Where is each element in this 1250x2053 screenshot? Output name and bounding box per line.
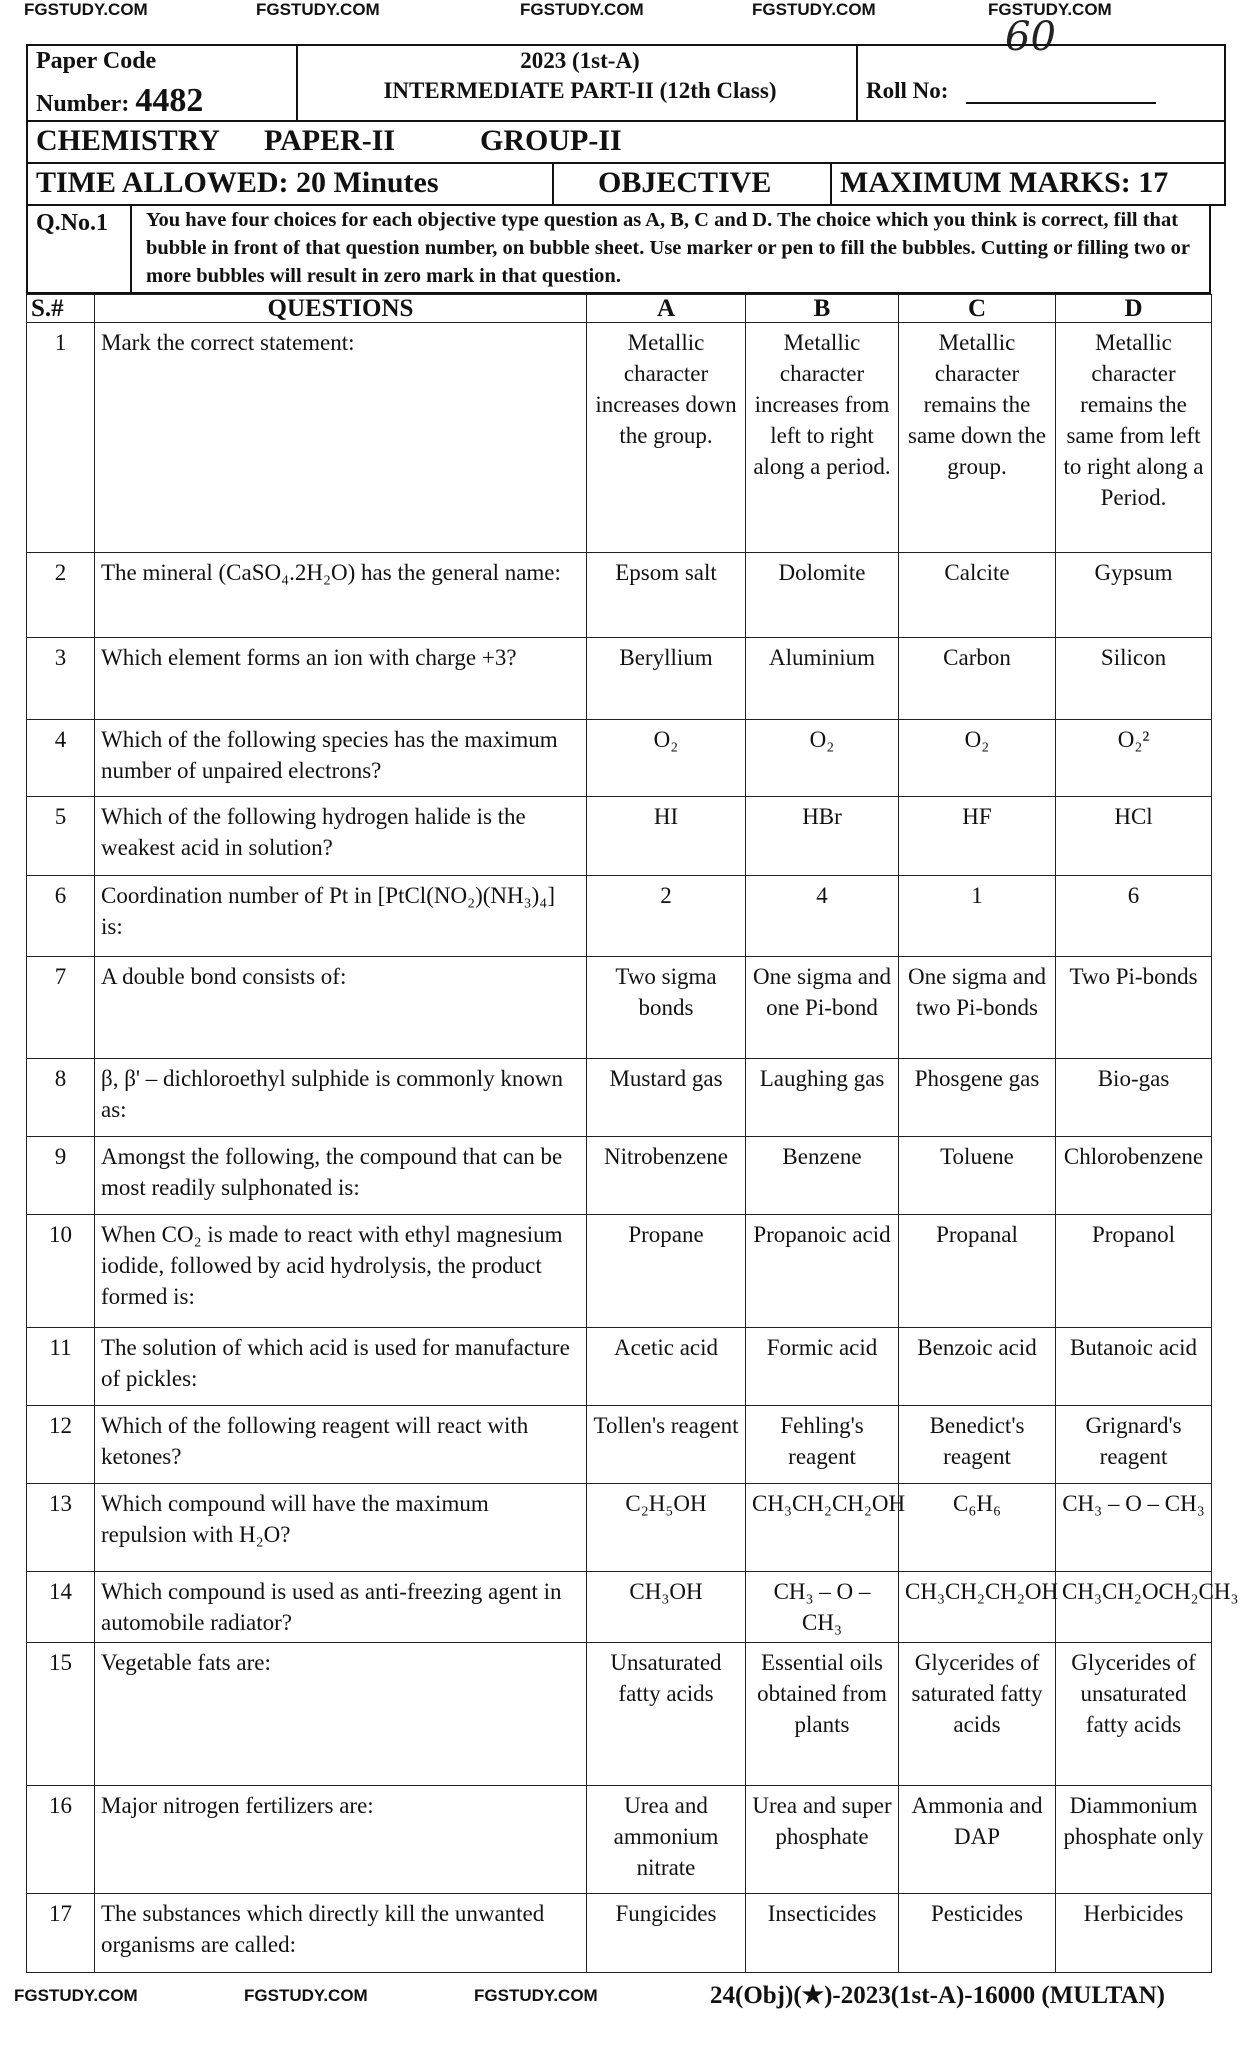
column-header: S.# <box>27 295 95 323</box>
option-b: Fehling's reagent <box>746 1406 899 1484</box>
handwritten-mark: 60 <box>1005 14 1056 60</box>
table-row <box>27 1484 1212 1572</box>
table-row <box>27 1215 1212 1328</box>
question-number-cell: 2 <box>27 553 95 638</box>
option-c: Glycerides of saturated fatty acids <box>899 1643 1056 1786</box>
option-a: Metallic character increases down the group. <box>587 323 746 553</box>
question-number-cell: 13 <box>27 1484 95 1572</box>
option-d: Gypsum <box>1056 553 1212 638</box>
option-b: HBr <box>746 797 899 876</box>
question-text: Which of the following hydrogen halide is the weakest acid in solution? <box>95 797 587 876</box>
paper-code-label: Paper Code <box>36 48 157 74</box>
table-row <box>27 957 1212 1059</box>
option-b: O₂ <box>746 720 899 797</box>
table-row <box>27 1894 1212 1973</box>
option-a: 2 <box>587 876 746 957</box>
table-row <box>27 1059 1212 1137</box>
option-b: Benzene <box>746 1137 899 1215</box>
option-d: Grignard's reagent <box>1056 1406 1212 1484</box>
option-a: Urea and ammonium nitrate <box>587 1786 746 1894</box>
option-c: C₆H₆ <box>899 1484 1056 1572</box>
option-c: Propanal <box>899 1215 1056 1328</box>
question-text: The solution of which acid is used for manufacture of pickles: <box>95 1328 587 1406</box>
option-a: Beryllium <box>587 638 746 720</box>
questions-table <box>26 294 1239 1973</box>
instructions: You have four choices for each objective type question as A, B, C and D. The choice which you think is correct, fill that bubble in front of that question number, on bubble sheet. Use marker or pen to fill the bubbles. Cutting or filling two or more bubbles will result in zero mark in that question. <box>146 209 1190 287</box>
option-b: Metallic character increases from left to right along a period. <box>746 323 899 553</box>
option-a: Epsom salt <box>587 553 746 638</box>
option-d: 6 <box>1056 876 1212 957</box>
option-c: Toluene <box>899 1137 1056 1215</box>
table-row <box>27 1328 1212 1406</box>
question-number-cell: 6 <box>27 876 95 957</box>
option-a: Acetic acid <box>587 1328 746 1406</box>
column-header: A <box>587 295 746 323</box>
option-a: Propane <box>587 1215 746 1328</box>
option-a: Nitrobenzene <box>587 1137 746 1215</box>
exam-year: 2023 (1st-A) <box>520 48 640 73</box>
option-c: One sigma and two Pi-bonds <box>899 957 1056 1059</box>
watermark: FGSTUDY.COM <box>474 1986 598 2005</box>
watermark: FGSTUDY.COM <box>988 0 1112 19</box>
table-row <box>27 797 1212 876</box>
option-c: Ammonia and DAP <box>899 1786 1056 1894</box>
option-a: CH₃OH <box>587 1572 746 1643</box>
table-row <box>27 1137 1212 1215</box>
table-row <box>27 553 1212 638</box>
maximum-marks: MAXIMUM MARKS: 17 <box>840 166 1169 199</box>
footer-code: 24(Obj)(★)-2023(1st-A)-16000 (MULTAN) <box>710 1982 1165 2009</box>
column-header: B <box>746 295 899 323</box>
question-text: β, β' – dichloroethyl sulphide is commonly known as: <box>95 1059 587 1137</box>
question-text: A double bond consists of: <box>95 957 587 1059</box>
option-a: HI <box>587 797 746 876</box>
option-b: Formic acid <box>746 1328 899 1406</box>
option-a: O₂ <box>587 720 746 797</box>
option-d: Two Pi-bonds <box>1056 957 1212 1059</box>
option-d: Metallic character remains the same from left to right along a Period. <box>1056 323 1212 553</box>
table-header-row <box>27 295 1212 323</box>
option-d: Bio-gas <box>1056 1059 1212 1137</box>
question-number-cell: 9 <box>27 1137 95 1215</box>
option-b: Dolomite <box>746 553 899 638</box>
question-text: Amongst the following, the compound that can be most readily sulphonated is: <box>95 1137 587 1215</box>
exam-class: INTERMEDIATE PART-II (12th Class) <box>383 78 777 103</box>
option-d: Diammonium phosphate only <box>1056 1786 1212 1894</box>
option-c: HF <box>899 797 1056 876</box>
paper: PAPER-II <box>264 124 396 157</box>
watermark: FGSTUDY.COM <box>244 1986 368 2005</box>
option-c: Benedict's reagent <box>899 1406 1056 1484</box>
watermark: FGSTUDY.COM <box>752 0 876 19</box>
question-text: The mineral (CaSO₄.2H₂O) has the general name: <box>95 553 587 638</box>
option-a: Two sigma bonds <box>587 957 746 1059</box>
question-text: Vegetable fats are: <box>95 1643 587 1786</box>
option-b: 4 <box>746 876 899 957</box>
question-text: When CO₂ is made to react with ethyl magnesium iodide, followed by acid hydrolysis, the product formed is: <box>95 1215 587 1328</box>
question-text: Which element forms an ion with charge +3? <box>95 638 587 720</box>
objective-label: OBJECTIVE <box>598 166 772 199</box>
table-row <box>27 876 1212 957</box>
table-row <box>27 638 1212 720</box>
question-number-cell: 10 <box>27 1215 95 1328</box>
option-b: Urea and super phosphate <box>746 1786 899 1894</box>
option-c: Phosgene gas <box>899 1059 1056 1137</box>
option-a: C₂H₅OH <box>587 1484 746 1572</box>
option-c: Metallic character remains the same down the group. <box>899 323 1056 553</box>
question-number-cell: 14 <box>27 1572 95 1643</box>
question-text: Coordination number of Pt in [PtCl(NO₂)(NH₃)₄] is: <box>95 876 587 957</box>
question-number-cell: 12 <box>27 1406 95 1484</box>
option-d: Propanol <box>1056 1215 1212 1328</box>
option-a: Mustard gas <box>587 1059 746 1137</box>
question-number-cell: 5 <box>27 797 95 876</box>
question-text: Which of the following species has the maximum number of unpaired electrons? <box>95 720 587 797</box>
number-label-text: Number: <box>36 91 130 117</box>
option-d: CH₃ – O – CH₃ <box>1056 1484 1212 1572</box>
option-d: O₂² <box>1056 720 1212 797</box>
watermark: FGSTUDY.COM <box>256 0 380 19</box>
option-c: Benzoic acid <box>899 1328 1056 1406</box>
question-number-cell: 4 <box>27 720 95 797</box>
watermark: FGSTUDY.COM <box>520 0 644 19</box>
option-d: Butanoic acid <box>1056 1328 1212 1406</box>
table-row <box>27 323 1212 553</box>
question-text: Which compound will have the maximum repulsion with H₂O? <box>95 1484 587 1572</box>
question-text: Mark the correct statement: <box>95 323 587 553</box>
option-b: Essential oils obtained from plants <box>746 1643 899 1786</box>
option-a: Fungicides <box>587 1894 746 1973</box>
column-header: C <box>899 295 1056 323</box>
paper-number: 4482 <box>135 82 204 119</box>
option-c: Pesticides <box>899 1894 1056 1973</box>
table-row <box>27 1786 1212 1894</box>
table-row <box>27 1643 1212 1786</box>
column-header: QUESTIONS <box>95 295 587 323</box>
option-b: Propanoic acid <box>746 1215 899 1328</box>
option-b: CH₃CH₂CH₂OH <box>746 1484 899 1572</box>
option-d: Chlorobenzene <box>1056 1137 1212 1215</box>
option-d: CH₃CH₂OCH₂CH₃ <box>1056 1572 1212 1643</box>
table-row <box>27 1406 1212 1484</box>
option-b: Aluminium <box>746 638 899 720</box>
subject: CHEMISTRY <box>36 124 220 157</box>
column-header: D <box>1056 295 1212 323</box>
option-b: CH₃ – O – CH₃ <box>746 1572 899 1643</box>
question-number-cell: 1 <box>27 323 95 553</box>
question-number-cell: 7 <box>27 957 95 1059</box>
question-text: Which compound is used as anti-freezing agent in automobile radiator? <box>95 1572 587 1643</box>
watermark: FGSTUDY.COM <box>24 0 148 19</box>
option-b: Laughing gas <box>746 1059 899 1137</box>
table-row <box>27 720 1212 797</box>
question-text: Which of the following reagent will react with ketones? <box>95 1406 587 1484</box>
question-number-cell: 3 <box>27 638 95 720</box>
time-allowed: TIME ALLOWED: 20 Minutes <box>36 166 439 199</box>
option-d: Herbicides <box>1056 1894 1212 1973</box>
question-number-cell: 11 <box>27 1328 95 1406</box>
option-c: O₂ <box>899 720 1056 797</box>
question-number-cell: 17 <box>27 1894 95 1973</box>
number-label <box>36 82 203 120</box>
option-c: Calcite <box>899 553 1056 638</box>
question-number: Q.No.1 <box>36 210 108 236</box>
question-number-cell: 16 <box>27 1786 95 1894</box>
question-text: Major nitrogen fertilizers are: <box>95 1786 587 1894</box>
option-a: Unsaturated fatty acids <box>587 1643 746 1786</box>
group: GROUP-II <box>480 124 622 157</box>
option-b: Insecticides <box>746 1894 899 1973</box>
watermark: FGSTUDY.COM <box>14 1986 138 2005</box>
question-text: The substances which directly kill the unwanted organisms are called: <box>95 1894 587 1973</box>
option-d: Glycerides of unsaturated fatty acids <box>1056 1643 1212 1786</box>
option-c: 1 <box>899 876 1056 957</box>
question-number-cell: 8 <box>27 1059 95 1137</box>
option-b: One sigma and one Pi-bond <box>746 957 899 1059</box>
roll-no-field[interactable] <box>966 102 1156 104</box>
table-row <box>27 1572 1212 1643</box>
roll-no-label: Roll No: <box>866 78 949 103</box>
option-c: CH₃CH₂CH₂OH <box>899 1572 1056 1643</box>
option-a: Tollen's reagent <box>587 1406 746 1484</box>
option-c: Carbon <box>899 638 1056 720</box>
option-d: Silicon <box>1056 638 1212 720</box>
option-d: HCl <box>1056 797 1212 876</box>
question-number-cell: 15 <box>27 1643 95 1786</box>
